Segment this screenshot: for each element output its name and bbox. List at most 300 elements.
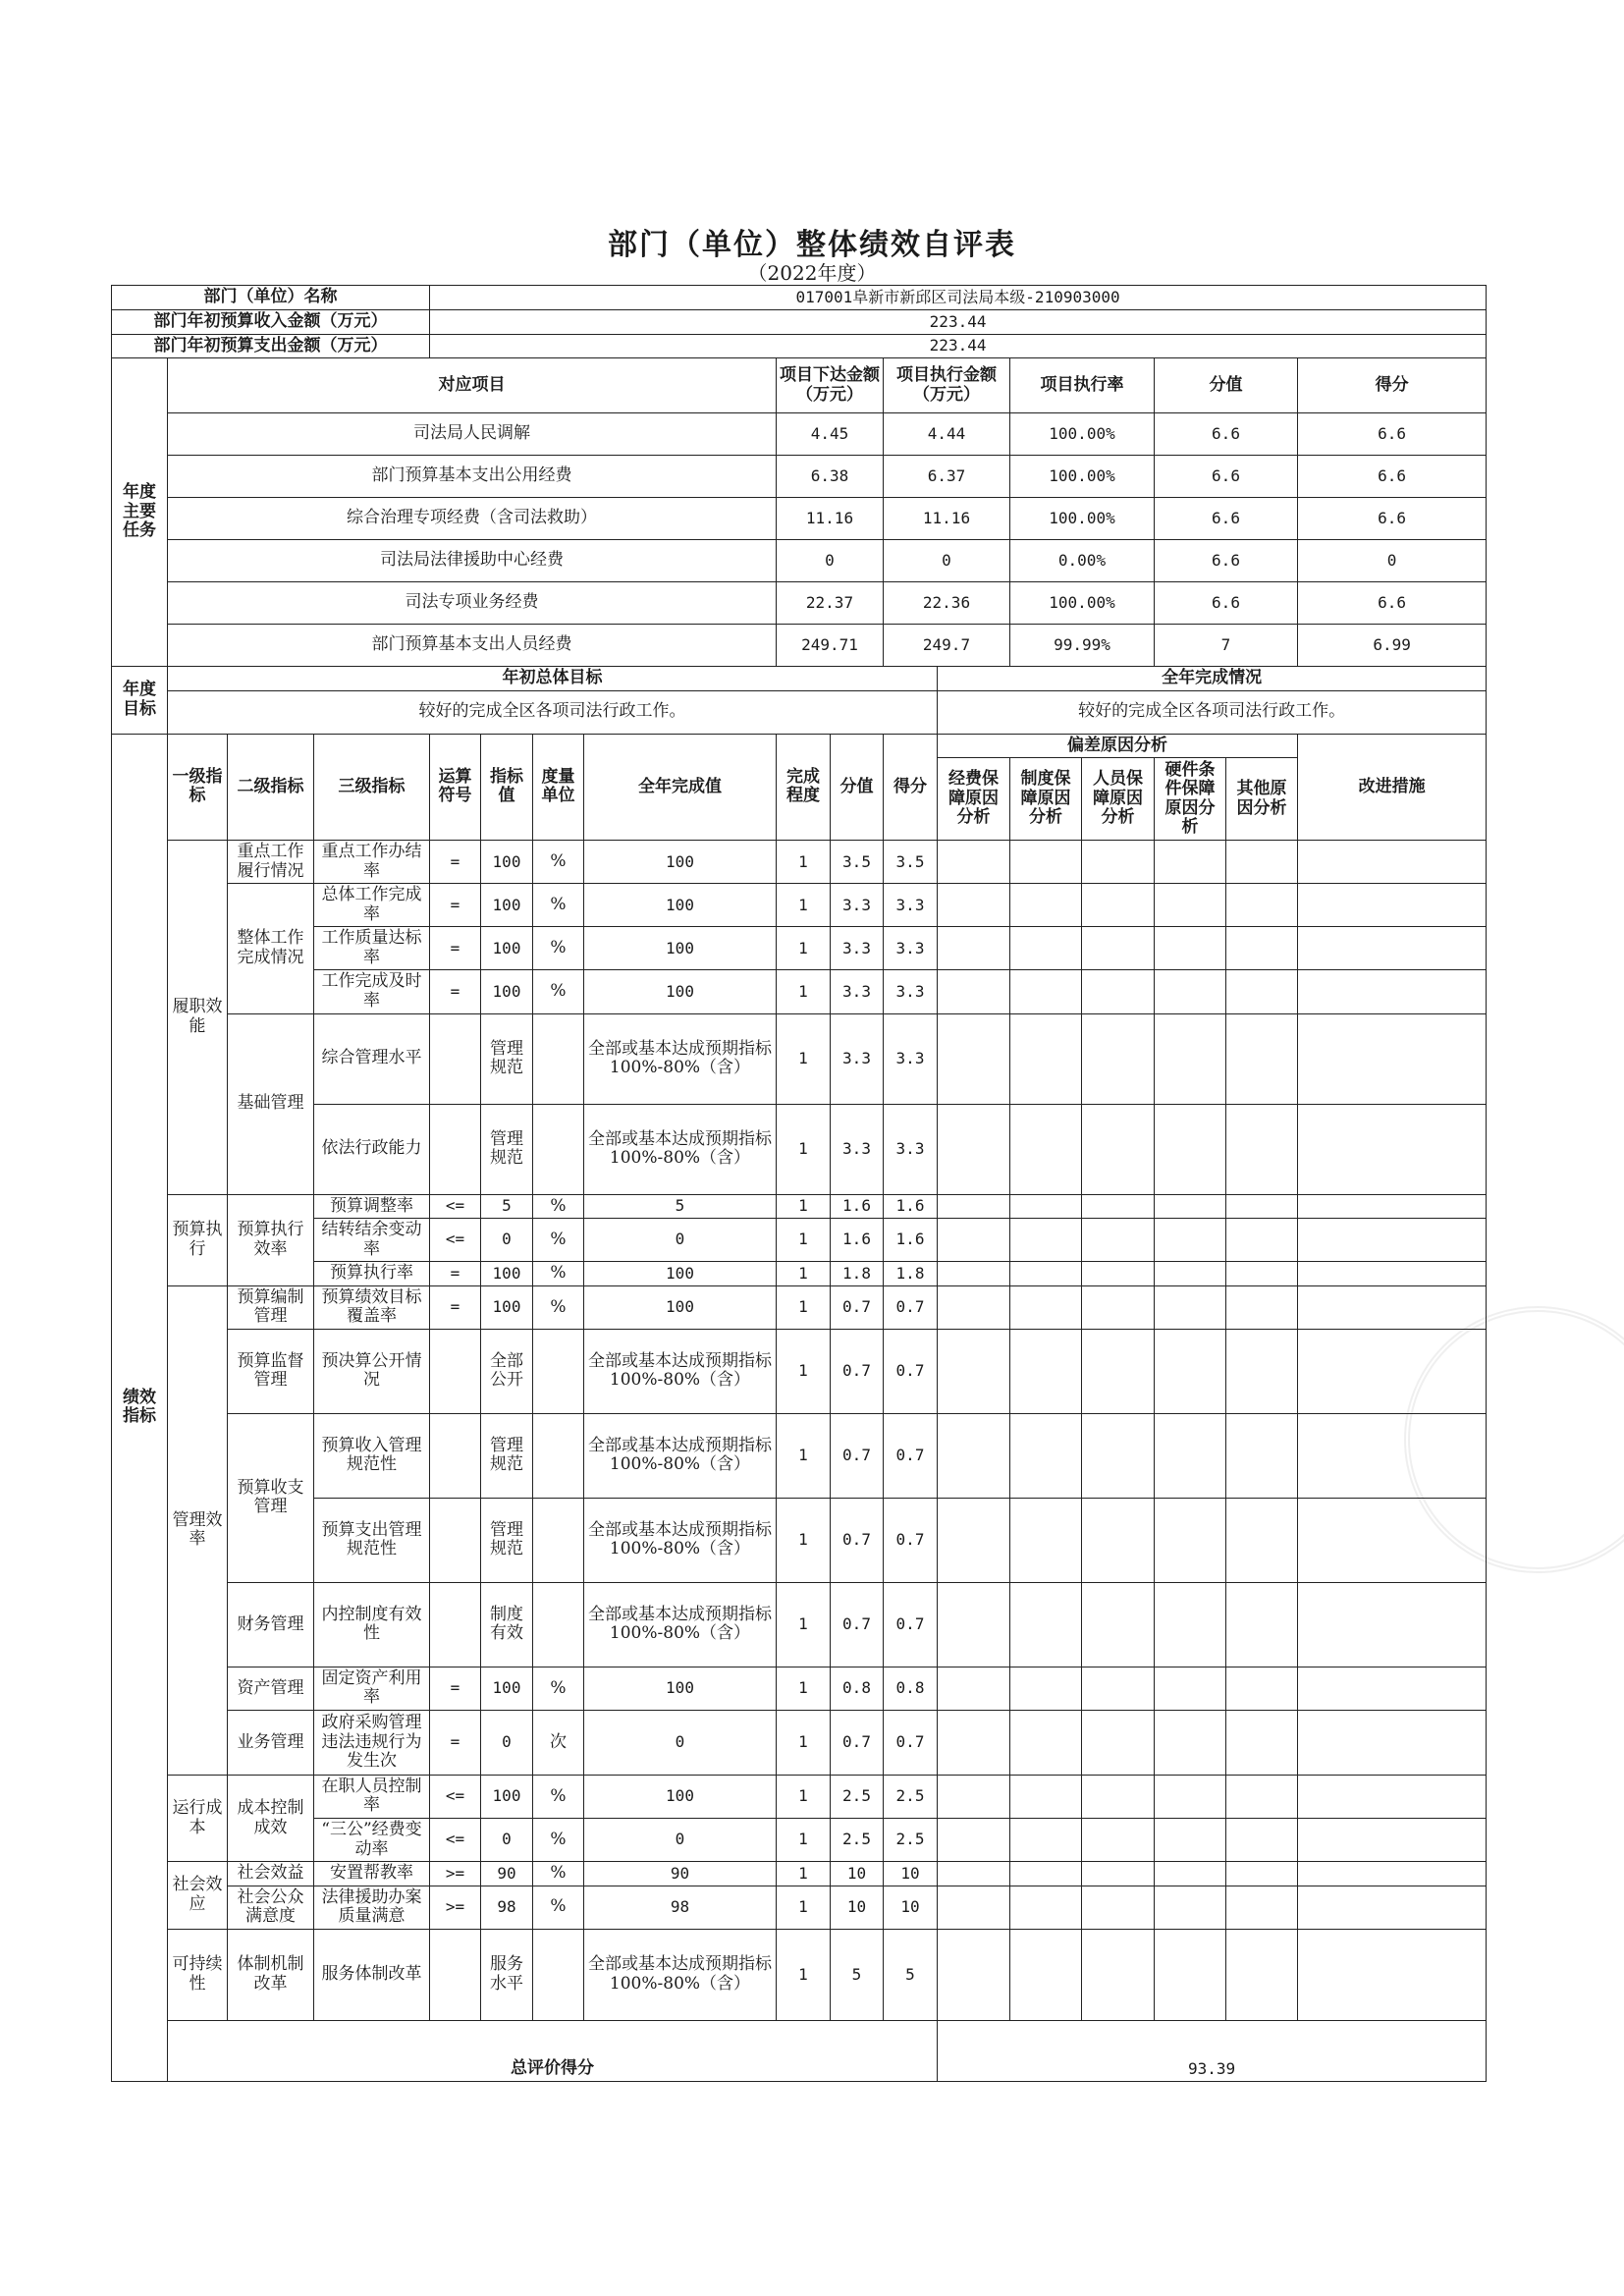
indicator-unit [533, 1013, 584, 1104]
indicator-score: 0.8 [831, 1667, 884, 1710]
indicator-score: 1.6 [831, 1194, 884, 1219]
indicator-target: 100 [481, 841, 533, 884]
task-got: 6.99 [1298, 625, 1487, 667]
dev-cell [938, 1498, 1010, 1582]
income-label: 部门年初预算收入金额（万元） [112, 310, 430, 335]
indicator-target: 0 [481, 1710, 533, 1775]
improve-cell [1298, 841, 1487, 884]
indicator-unit: % [533, 1775, 584, 1818]
col-actual: 全年完成值 [584, 734, 777, 841]
improve-cell [1298, 970, 1487, 1013]
improve-cell [1298, 1219, 1487, 1262]
col-level1: 一级指标 [168, 734, 228, 841]
indicator-actual: 5 [584, 1194, 777, 1219]
dev-cell [1226, 1710, 1298, 1775]
dev-cell [1082, 1498, 1155, 1582]
indicator-l3: 安置帮教率 [314, 1862, 430, 1886]
indicator-row [112, 1262, 1487, 1286]
task-exec: 6.37 [884, 456, 1010, 498]
indicator-l3: 结转结余变动率 [314, 1219, 430, 1262]
task-got: 6.6 [1298, 456, 1487, 498]
task-got: 6.6 [1298, 413, 1487, 456]
col-level2: 二级指标 [228, 734, 314, 841]
expense-label: 部门年初预算支出金额（万元） [112, 334, 430, 358]
dev-cell [1082, 1929, 1155, 2020]
indicator-row [112, 1775, 1487, 1818]
dev-cell [1155, 1667, 1226, 1710]
indicator-score: 3.5 [831, 841, 884, 884]
level2-exec-eff: 预算执行效率 [228, 1194, 314, 1285]
indicator-unit: % [533, 1219, 584, 1262]
indicator-actual: 90 [584, 1862, 777, 1886]
col-dev-staff: 人员保障原因分析 [1082, 758, 1155, 841]
dev-cell [1010, 1329, 1082, 1413]
indicator-degree: 1 [777, 1819, 831, 1862]
dev-cell [1010, 1710, 1082, 1775]
dev-cell [1155, 1104, 1226, 1194]
improve-cell [1298, 1413, 1487, 1498]
improve-cell [1298, 1194, 1487, 1219]
indicator-got: 3.5 [884, 841, 938, 884]
dev-cell [1226, 927, 1298, 970]
indicator-l3: “三公”经费变动率 [314, 1819, 430, 1862]
tasks-header-row [112, 358, 1487, 413]
dev-cell [938, 1582, 1010, 1667]
indicator-actual: 100 [584, 927, 777, 970]
goals-complete-label: 全年完成情况 [938, 667, 1487, 691]
indicator-got: 10 [884, 1862, 938, 1886]
col-op: 运算符号 [430, 734, 481, 841]
indicator-target: 98 [481, 1886, 533, 1929]
dev-cell [1010, 1862, 1082, 1886]
tasks-section-label: 年度主要任务 [112, 358, 168, 667]
dev-cell [1082, 1582, 1155, 1667]
dev-cell [938, 1219, 1010, 1262]
task-rate: 99.99% [1010, 625, 1155, 667]
level2-social-benefit: 社会效益 [228, 1862, 314, 1886]
dev-cell [1010, 1929, 1082, 2020]
task-exec: 11.16 [884, 498, 1010, 540]
improve-cell [1298, 1819, 1487, 1862]
indicator-unit: % [533, 1819, 584, 1862]
indicator-op: = [430, 1262, 481, 1286]
dev-cell [1226, 1219, 1298, 1262]
indicator-op: = [430, 927, 481, 970]
indicator-l3: 依法行政能力 [314, 1104, 430, 1194]
dev-cell [938, 884, 1010, 927]
level2-key-work: 重点工作履行情况 [228, 841, 314, 884]
row-income [112, 310, 1487, 335]
dev-cell [1155, 1413, 1226, 1498]
indicator-op: = [430, 1667, 481, 1710]
indicator-row [112, 1667, 1487, 1710]
dev-cell [1082, 1862, 1155, 1886]
dev-cell [1082, 927, 1155, 970]
indicator-got: 3.3 [884, 970, 938, 1013]
indicator-actual: 全部或基本达成预期指标100%-80%（含） [584, 1104, 777, 1194]
indicator-l3: 固定资产利用率 [314, 1667, 430, 1710]
improve-cell [1298, 1285, 1487, 1329]
goals-complete-value: 较好的完成全区各项司法行政工作。 [938, 690, 1487, 734]
level2-business: 业务管理 [228, 1710, 314, 1775]
dev-cell [1010, 1413, 1082, 1498]
indicator-row [112, 1582, 1487, 1667]
level1-sustain: 可持续性 [168, 1929, 228, 2020]
task-row [112, 413, 1487, 456]
indicator-got: 0.7 [884, 1329, 938, 1413]
dev-cell [1082, 1667, 1155, 1710]
indicator-l3: 工作质量达标率 [314, 927, 430, 970]
dev-cell [938, 970, 1010, 1013]
dev-cell [1010, 1104, 1082, 1194]
indicator-row [112, 1886, 1487, 1929]
dev-cell [1155, 1329, 1226, 1413]
indicator-got: 3.3 [884, 884, 938, 927]
dev-cell [1010, 1262, 1082, 1286]
col-dev-other: 其他原因分析 [1226, 758, 1298, 841]
task-name: 司法专项业务经费 [168, 582, 777, 625]
level1-cost: 运行成本 [168, 1775, 228, 1861]
indicator-row [112, 1013, 1487, 1104]
task-score: 6.6 [1155, 540, 1298, 582]
dev-cell [1226, 1013, 1298, 1104]
tasks-col-rate: 项目执行率 [1010, 358, 1155, 413]
indicator-target: 5 [481, 1194, 533, 1219]
indicator-l3: 预算执行率 [314, 1262, 430, 1286]
unit-name-value: 017001阜新市新邱区司法局本级-210903000 [430, 286, 1487, 310]
dev-cell [1226, 1862, 1298, 1886]
indicator-unit: % [533, 1194, 584, 1219]
indicator-target: 100 [481, 1285, 533, 1329]
dev-cell [938, 1013, 1010, 1104]
indicator-score: 1.8 [831, 1262, 884, 1286]
dev-cell [1082, 1285, 1155, 1329]
task-rate: 100.00% [1010, 456, 1155, 498]
dev-cell [1226, 1498, 1298, 1582]
indicator-actual: 0 [584, 1219, 777, 1262]
indicator-actual: 100 [584, 1667, 777, 1710]
dev-cell [1155, 1775, 1226, 1818]
indicator-got: 5 [884, 1929, 938, 2020]
indicator-score: 0.7 [831, 1498, 884, 1582]
indicator-l3: 在职人员控制率 [314, 1775, 430, 1818]
indicator-unit [533, 1929, 584, 2020]
indicator-score: 0.7 [831, 1413, 884, 1498]
indicator-degree: 1 [777, 1929, 831, 2020]
task-got: 0 [1298, 540, 1487, 582]
task-exec: 22.36 [884, 582, 1010, 625]
dev-cell [1155, 1886, 1226, 1929]
col-dev-cost: 经费保障原因分析 [938, 758, 1010, 841]
indicator-got: 1.6 [884, 1194, 938, 1219]
page-subtitle: （2022年度） [747, 261, 877, 285]
indicator-target: 制度有效 [481, 1582, 533, 1667]
dev-cell [1082, 970, 1155, 1013]
page-title: 部门（单位）整体绩效自评表 [608, 228, 1016, 262]
level2-rev-exp: 预算收支管理 [228, 1413, 314, 1582]
indicator-target: 100 [481, 1775, 533, 1818]
indicator-row [112, 841, 1487, 884]
goals-section-label: 年度目标 [112, 667, 168, 735]
level2-cost-ctrl: 成本控制成效 [228, 1775, 314, 1861]
indicator-target: 100 [481, 884, 533, 927]
dev-cell [938, 1886, 1010, 1929]
indicator-op [430, 1498, 481, 1582]
tasks-col-exec: 项目执行金额（万元） [884, 358, 1010, 413]
indicator-target: 100 [481, 1262, 533, 1286]
task-rate: 100.00% [1010, 498, 1155, 540]
indicator-actual: 100 [584, 884, 777, 927]
indicator-l3: 政府采购管理违法违规行为发生次 [314, 1710, 430, 1775]
indicator-row [112, 1329, 1487, 1413]
indicator-score: 0.7 [831, 1329, 884, 1413]
indicator-l3: 预算收入管理规范性 [314, 1413, 430, 1498]
dev-cell [1226, 1104, 1298, 1194]
dev-cell [1155, 841, 1226, 884]
indicator-unit: % [533, 927, 584, 970]
col-deviation: 偏差原因分析 [938, 734, 1298, 758]
dev-cell [1010, 884, 1082, 927]
dev-cell [1010, 1285, 1082, 1329]
goals-header-row [112, 667, 1487, 691]
dev-cell [1226, 1775, 1298, 1818]
indicator-op: <= [430, 1219, 481, 1262]
indicator-row [112, 1929, 1487, 2020]
col-degree: 完成程度 [777, 734, 831, 841]
col-dev-system: 制度保障原因分析 [1010, 758, 1082, 841]
dev-cell [1082, 1329, 1155, 1413]
indicator-unit: % [533, 970, 584, 1013]
indicator-actual: 100 [584, 1775, 777, 1818]
indicator-op: = [430, 841, 481, 884]
dev-cell [1155, 970, 1226, 1013]
task-budget: 0 [777, 540, 884, 582]
dev-cell [1082, 1013, 1155, 1104]
col-target: 指标值 [481, 734, 533, 841]
dev-cell [938, 927, 1010, 970]
indicator-unit: 次 [533, 1710, 584, 1775]
indicator-op: = [430, 884, 481, 927]
dev-cell [938, 1194, 1010, 1219]
indicator-degree: 1 [777, 1775, 831, 1818]
improve-cell [1298, 1929, 1487, 2020]
level2-prep: 预算编制管理 [228, 1285, 314, 1329]
indicator-op: >= [430, 1886, 481, 1929]
dev-cell [1155, 1013, 1226, 1104]
indicator-unit: % [533, 1285, 584, 1329]
indicator-actual: 全部或基本达成预期指标100%-80%（含） [584, 1582, 777, 1667]
dev-cell [1155, 1582, 1226, 1667]
level2-mechanism: 体制机制改革 [228, 1929, 314, 2020]
indicator-unit: % [533, 1262, 584, 1286]
indicator-got: 0.7 [884, 1710, 938, 1775]
indicator-degree: 1 [777, 1285, 831, 1329]
indicator-unit [533, 1413, 584, 1498]
indicator-l3: 预算绩效目标覆盖率 [314, 1285, 430, 1329]
task-score: 6.6 [1155, 498, 1298, 540]
indicator-l3: 服务体制改革 [314, 1929, 430, 2020]
indicator-score: 3.3 [831, 927, 884, 970]
indicator-l3: 总体工作完成率 [314, 884, 430, 927]
indicator-degree: 1 [777, 1013, 831, 1104]
dev-cell [1226, 841, 1298, 884]
task-name: 综合治理专项经费（含司法救助） [168, 498, 777, 540]
dev-cell [1155, 1219, 1226, 1262]
indicator-actual: 全部或基本达成预期指标100%-80%（含） [584, 1013, 777, 1104]
indicator-l3: 内控制度有效性 [314, 1582, 430, 1667]
indicator-actual: 100 [584, 970, 777, 1013]
indicator-unit: % [533, 884, 584, 927]
dev-cell [1010, 1194, 1082, 1219]
task-got: 6.6 [1298, 498, 1487, 540]
indicator-degree: 1 [777, 1329, 831, 1413]
goals-initial-label: 年初总体目标 [168, 667, 938, 691]
dev-cell [938, 1285, 1010, 1329]
indicator-row [112, 970, 1487, 1013]
indicator-row [112, 1219, 1487, 1262]
row-unit-name [112, 286, 1487, 310]
dev-cell [1010, 1667, 1082, 1710]
indicator-actual: 全部或基本达成预期指标100%-80%（含） [584, 1929, 777, 2020]
expense-value: 223.44 [430, 334, 1487, 358]
improve-cell [1298, 1582, 1487, 1667]
dev-cell [938, 1862, 1010, 1886]
level2-supervise: 预算监督管理 [228, 1329, 314, 1413]
dev-cell [1082, 841, 1155, 884]
indicator-score: 0.7 [831, 1582, 884, 1667]
indicator-degree: 1 [777, 1582, 831, 1667]
dev-cell [1082, 884, 1155, 927]
tasks-col-budget: 项目下达金额（万元） [777, 358, 884, 413]
task-name: 部门预算基本支出人员经费 [168, 625, 777, 667]
task-name: 司法局人民调解 [168, 413, 777, 456]
task-score: 7 [1155, 625, 1298, 667]
indicator-unit: % [533, 841, 584, 884]
dev-cell [938, 1413, 1010, 1498]
indicator-op [430, 1013, 481, 1104]
level1-budget-exec: 预算执行 [168, 1194, 228, 1285]
dev-cell [938, 1819, 1010, 1862]
indicator-got: 2.5 [884, 1819, 938, 1862]
indicator-row [112, 1194, 1487, 1219]
indicator-target: 管理规范 [481, 1413, 533, 1498]
level1-mgmt: 管理效率 [168, 1285, 228, 1775]
indicator-row [112, 1862, 1487, 1886]
task-budget: 249.71 [777, 625, 884, 667]
indicator-unit [533, 1104, 584, 1194]
dev-cell [1155, 1819, 1226, 1862]
indicator-l3: 预算支出管理规范性 [314, 1498, 430, 1582]
dev-cell [1010, 1013, 1082, 1104]
dev-cell [1010, 1582, 1082, 1667]
indicator-score: 1.6 [831, 1219, 884, 1262]
indicator-score: 10 [831, 1862, 884, 1886]
indicator-target: 0 [481, 1819, 533, 1862]
col-score: 分值 [831, 734, 884, 841]
task-budget: 22.37 [777, 582, 884, 625]
task-name: 部门预算基本支出公用经费 [168, 456, 777, 498]
indicator-actual: 全部或基本达成预期指标100%-80%（含） [584, 1498, 777, 1582]
indicator-target: 服务水平 [481, 1929, 533, 2020]
indicator-degree: 1 [777, 1667, 831, 1710]
indicator-row [112, 1498, 1487, 1582]
improve-cell [1298, 884, 1487, 927]
dev-cell [938, 1329, 1010, 1413]
dev-cell [1082, 1104, 1155, 1194]
task-budget: 11.16 [777, 498, 884, 540]
indicator-l3: 综合管理水平 [314, 1013, 430, 1104]
indicator-got: 0.7 [884, 1413, 938, 1498]
indicator-op: = [430, 1710, 481, 1775]
tasks-col-project: 对应项目 [168, 358, 777, 413]
indicator-row [112, 1819, 1487, 1862]
indicator-got: 1.8 [884, 1262, 938, 1286]
improve-cell [1298, 1104, 1487, 1194]
task-row [112, 540, 1487, 582]
indicator-degree: 1 [777, 1413, 831, 1498]
indicator-score: 5 [831, 1929, 884, 2020]
improve-cell [1298, 1262, 1487, 1286]
indicator-score: 3.3 [831, 970, 884, 1013]
task-row [112, 456, 1487, 498]
indicator-score: 2.5 [831, 1775, 884, 1818]
indicator-l3: 预算调整率 [314, 1194, 430, 1219]
dev-cell [1226, 1582, 1298, 1667]
indicator-unit [533, 1329, 584, 1413]
task-rate: 100.00% [1010, 582, 1155, 625]
indicator-got: 10 [884, 1886, 938, 1929]
dev-cell [1010, 1219, 1082, 1262]
indicator-degree: 1 [777, 927, 831, 970]
indicator-op [430, 1329, 481, 1413]
indicator-row [112, 1104, 1487, 1194]
unit-name-label: 部门（单位）名称 [112, 286, 430, 310]
indicators-header-row-1 [112, 734, 1487, 758]
indicator-actual: 全部或基本达成预期指标100%-80%（含） [584, 1413, 777, 1498]
col-level3: 三级指标 [314, 734, 430, 841]
indicator-op: >= [430, 1862, 481, 1886]
indicator-unit [533, 1582, 584, 1667]
dev-cell [938, 1667, 1010, 1710]
dev-cell [1226, 1929, 1298, 2020]
task-rate: 0.00% [1010, 540, 1155, 582]
indicator-score: 0.7 [831, 1710, 884, 1775]
indicator-score: 3.3 [831, 884, 884, 927]
dev-cell [938, 1929, 1010, 2020]
indicator-unit: % [533, 1862, 584, 1886]
dev-cell [1155, 1862, 1226, 1886]
dev-cell [1226, 1329, 1298, 1413]
dev-cell [1155, 1929, 1226, 2020]
tasks-col-score: 分值 [1155, 358, 1298, 413]
improve-cell [1298, 1886, 1487, 1929]
indicator-got: 3.3 [884, 1104, 938, 1194]
total-row [112, 2020, 1487, 2081]
indicator-unit: % [533, 1667, 584, 1710]
indicator-row [112, 1413, 1487, 1498]
task-score: 6.6 [1155, 582, 1298, 625]
goals-value-row [112, 690, 1487, 734]
dev-cell [1155, 1285, 1226, 1329]
dev-cell [1010, 841, 1082, 884]
improve-cell [1298, 1013, 1487, 1104]
indicator-target: 100 [481, 1667, 533, 1710]
indicator-degree: 1 [777, 1862, 831, 1886]
indicator-degree: 1 [777, 1498, 831, 1582]
indicator-degree: 1 [777, 1104, 831, 1194]
dev-cell [1010, 927, 1082, 970]
indicator-got: 0.7 [884, 1285, 938, 1329]
